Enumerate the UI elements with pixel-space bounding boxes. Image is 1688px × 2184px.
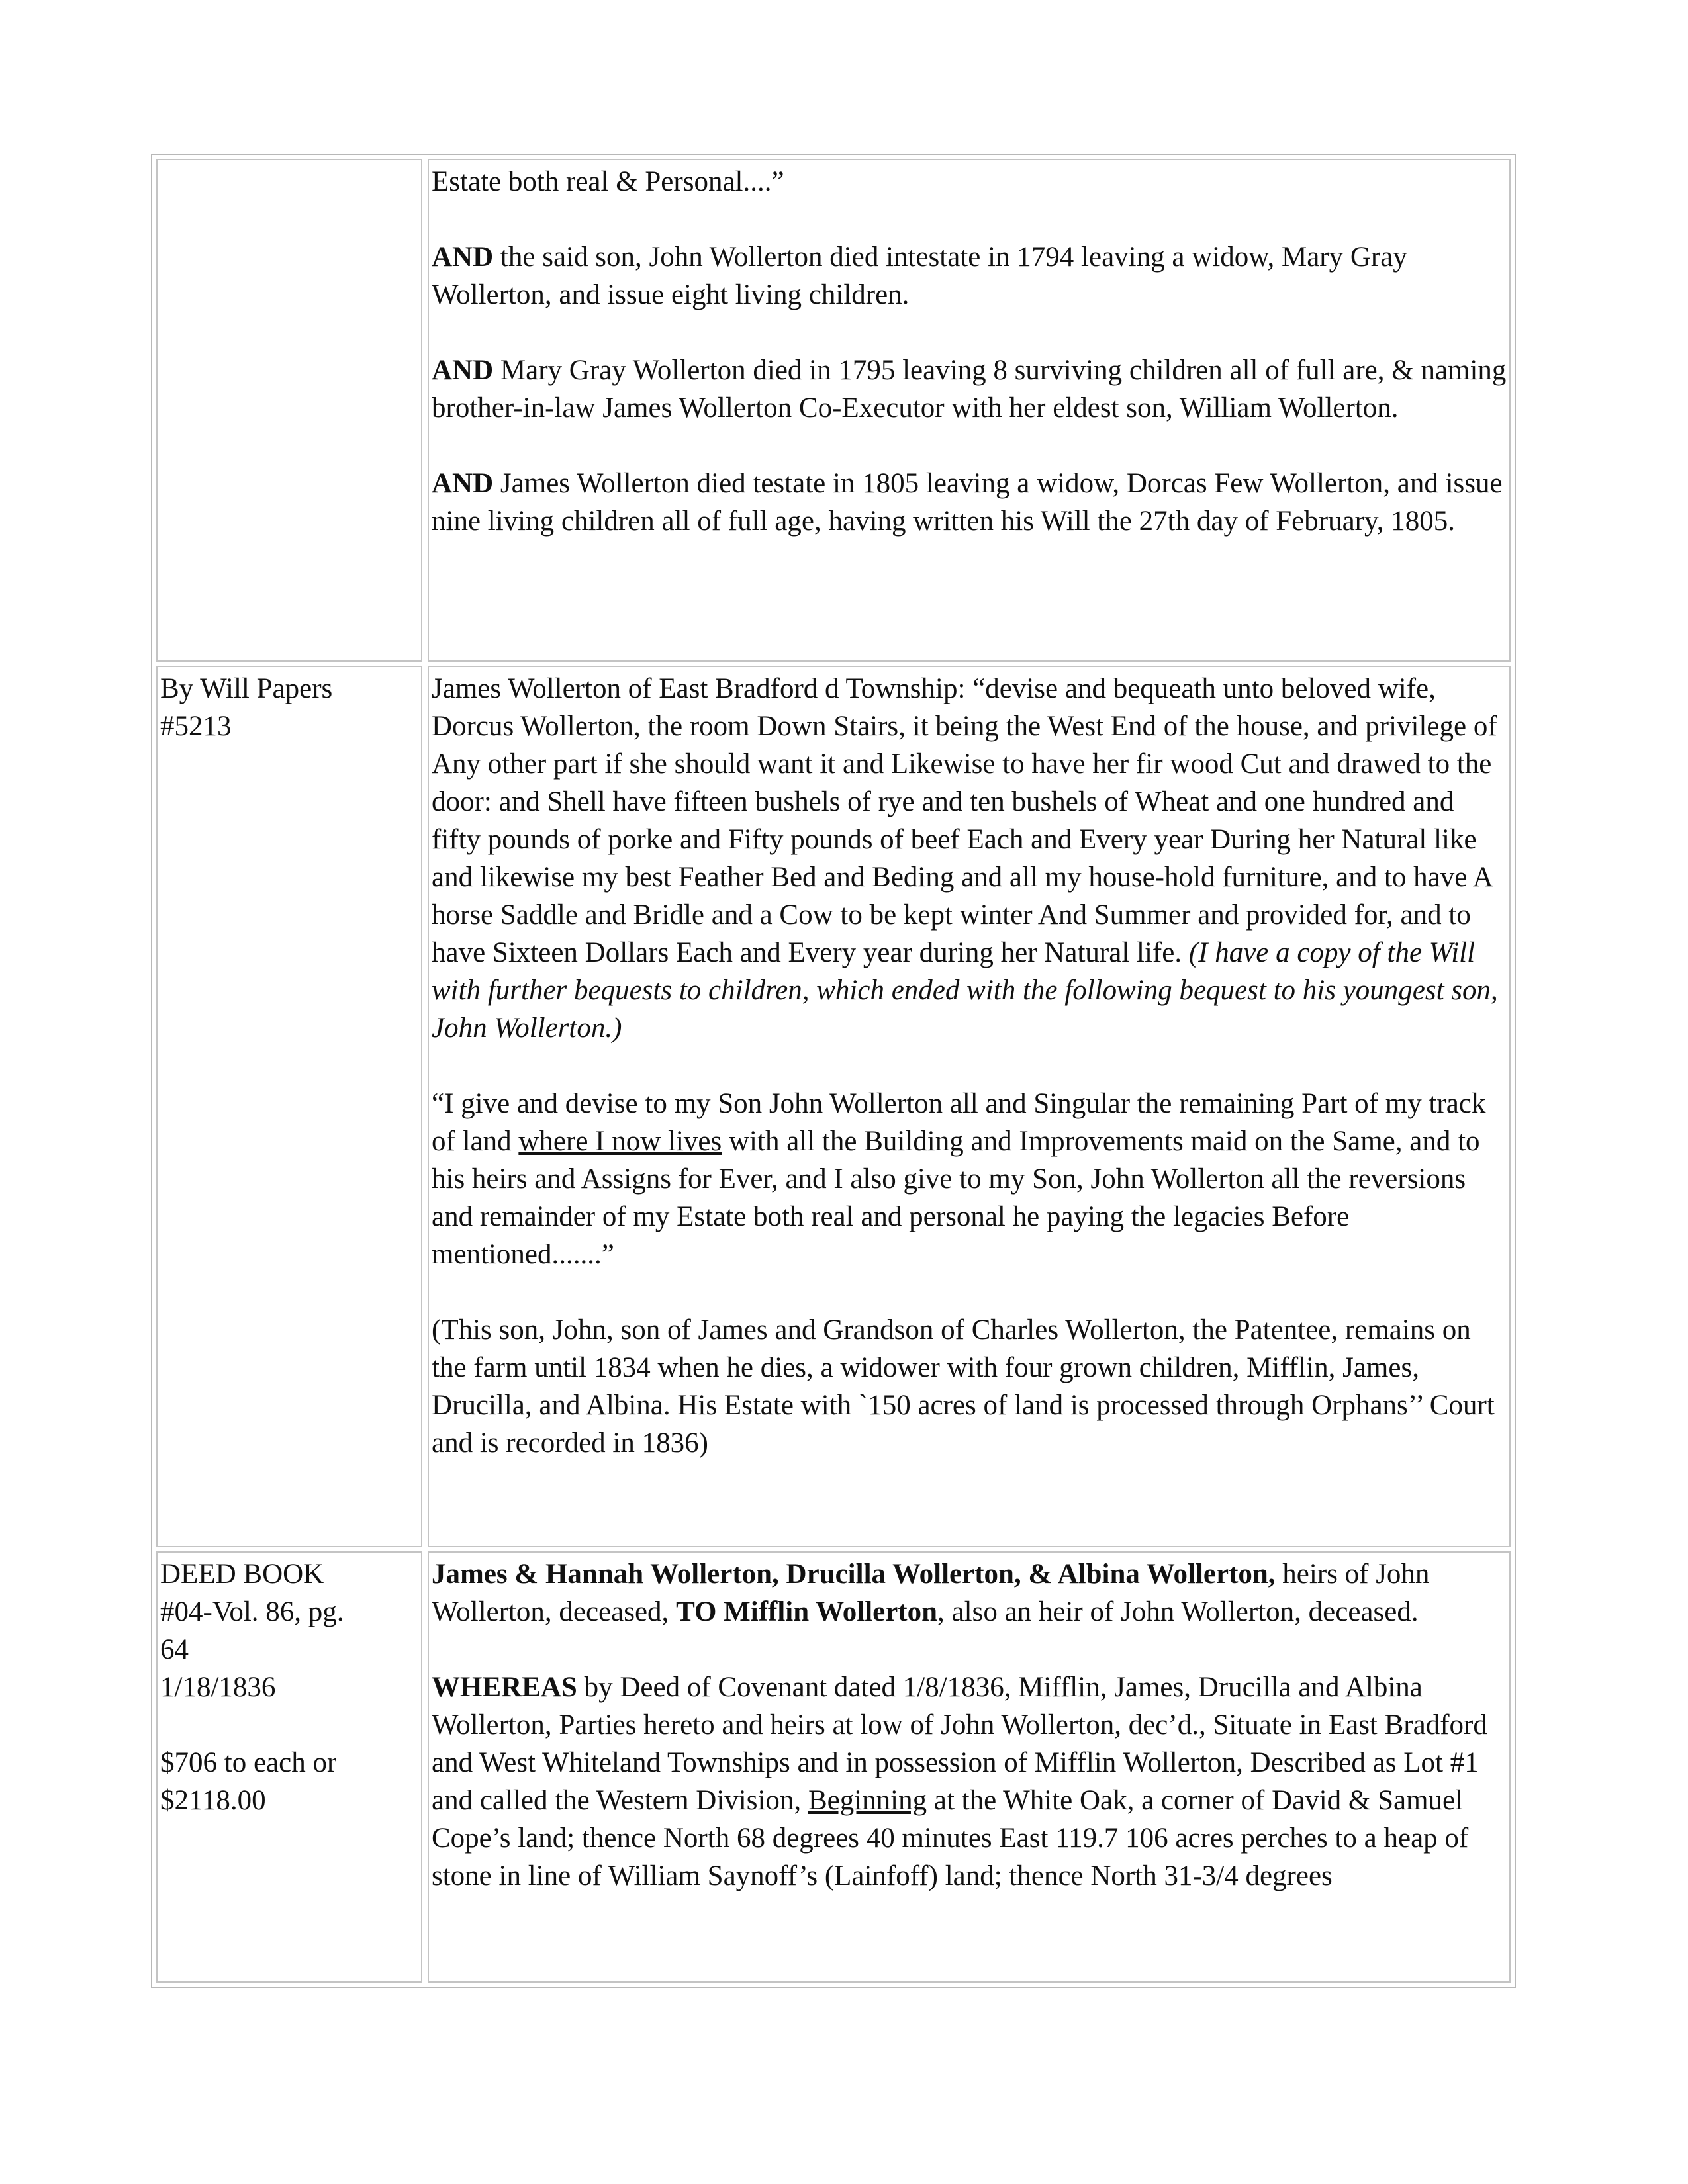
paragraph bbox=[432, 1085, 1507, 1273]
bold-text: AND bbox=[432, 242, 494, 273]
paragraph bbox=[432, 351, 1507, 427]
paragraph bbox=[432, 1311, 1507, 1462]
underlined-text: Beginning bbox=[808, 1785, 927, 1816]
paragraph bbox=[432, 163, 1507, 201]
paragraph-text: Estate both real & Personal....” bbox=[432, 166, 784, 197]
paragraph-text: James Wollerton died testate in 1805 leaving a widow, Dorcas Few Wollerton, and issue nine living children all of full age, having written his Will the 27th day of February, 1805. bbox=[432, 468, 1503, 537]
content-cell bbox=[428, 1551, 1511, 1983]
paragraph bbox=[432, 238, 1507, 314]
paragraph-text: (This son, John, son of James and Grandson of Charles Wollerton, the Patentee, remains on the farm until 1834 when he dies, a widower with four grown children, Mifflin, James, Drucilla, and Albina. His Estate with `150 acres of land is processed through Orphans’’ Court and is recorded in 1836) bbox=[432, 1314, 1495, 1459]
content-cell bbox=[428, 666, 1511, 1547]
source-spacer bbox=[160, 1706, 418, 1744]
paragraph-text: the said son, John Wollerton died intestate in 1794 leaving a widow, Mary Gray Wollerton, and issue eight living children. bbox=[432, 242, 1407, 310]
paragraph-text: James Wollerton of East Bradford d Township: “devise and bequeath unto beloved wife, Dorcus Wollerton, the room Down Stairs, it being the West End of the house, and privilege of Any other part if she should want it and Likewise to have her fir wood Cut and drawed to the door: and Shell have fifteen bushels of rye and ten bushels of Wheat and one hundred and fifty pounds of porke and Fifty pounds of beef Each and Every year During her Natural like and likewise my best Feather Bed and Beding and all my house-hold furniture, and to have A horse Saddle and Bridle and a Cow to be kept winter And Summer and provided for, and to have Sixteen Dollars Each and Every year during her Natural life. bbox=[432, 673, 1497, 968]
source-line: By Will Papers bbox=[160, 673, 333, 704]
paragraph-text: with all the Building and Improvements maid on the Same, and to his heirs and Assigns for Ever, and I also give to my Son, John Wollerton all the reversions and remainder of my Estate both real and personal he paying the legacies Before mentioned.......” bbox=[432, 1126, 1480, 1270]
source-cell bbox=[156, 159, 422, 662]
paragraph-text: Mary Gray Wollerton died in 1795 leaving 8 surviving children all of full are, & naming brother-in-law James Wollerton Co-Executor with her eldest son, William Wollerton. bbox=[432, 355, 1507, 424]
bold-text: TO Mifflin Wollerton bbox=[676, 1596, 938, 1627]
paragraph-text: at the White Oak, a corner of David & Samuel Cope’s land; thence North 68 degrees 40 minutes East 119.7 106 acres perches to a heap of stone in line of William Saynoff’s (Lainfoff) land; thence North 31-3/4 degrees bbox=[432, 1785, 1469, 1891]
document-table bbox=[151, 154, 1516, 1988]
table-row bbox=[156, 666, 1511, 1547]
content-cell bbox=[428, 159, 1511, 662]
source-line: $706 to each or bbox=[160, 1747, 337, 1778]
italic-note: (I have a copy of the Will with further bequests to children, which ended with the following bequest to his youngest son, John Wollerton.) bbox=[432, 937, 1498, 1044]
bold-text: James & Hannah Wollerton, Drucilla Wollerton, & Albina Wollerton, bbox=[432, 1559, 1276, 1590]
source-line: #5213 bbox=[160, 711, 232, 742]
paragraph-text: , also an heir of John Wollerton, deceased. bbox=[937, 1596, 1419, 1627]
paragraph bbox=[432, 670, 1507, 1047]
table-row bbox=[156, 159, 1511, 662]
source-cell bbox=[156, 1551, 422, 1983]
bold-text: WHEREAS bbox=[432, 1672, 577, 1703]
bold-text: AND bbox=[432, 468, 494, 499]
source-cell bbox=[156, 666, 422, 1547]
paragraph-text: by Deed of Covenant dated 1/8/1836, Mifflin, James, Drucilla and Albina Wollerton, Parties hereto and heirs at low of John Wollerton, dec’d., Situate in East Bradford and West Whiteland Townships and in possession of Mifflin Wollerton, Described as Lot #1 and called the Western Division, bbox=[432, 1672, 1487, 1816]
paragraph-text: heirs of John Wollerton, deceased, bbox=[432, 1559, 1430, 1627]
source-line: DEED BOOK bbox=[160, 1559, 324, 1590]
source-line: #04-Vol. 86, pg. bbox=[160, 1596, 344, 1627]
paragraph bbox=[432, 1555, 1507, 1631]
paragraph bbox=[432, 1668, 1507, 1895]
paragraph bbox=[432, 465, 1507, 540]
table-row bbox=[156, 1551, 1511, 1983]
bold-text: AND bbox=[432, 355, 494, 386]
paragraph-text: “I give and devise to my Son John Wollerton all and Singular the remaining Part of my track of land bbox=[432, 1088, 1486, 1157]
source-line: $2118.00 bbox=[160, 1785, 266, 1816]
source-line: 64 bbox=[160, 1634, 189, 1665]
underlined-text: where I now lives bbox=[518, 1126, 722, 1157]
source-line: 1/18/1836 bbox=[160, 1672, 276, 1703]
